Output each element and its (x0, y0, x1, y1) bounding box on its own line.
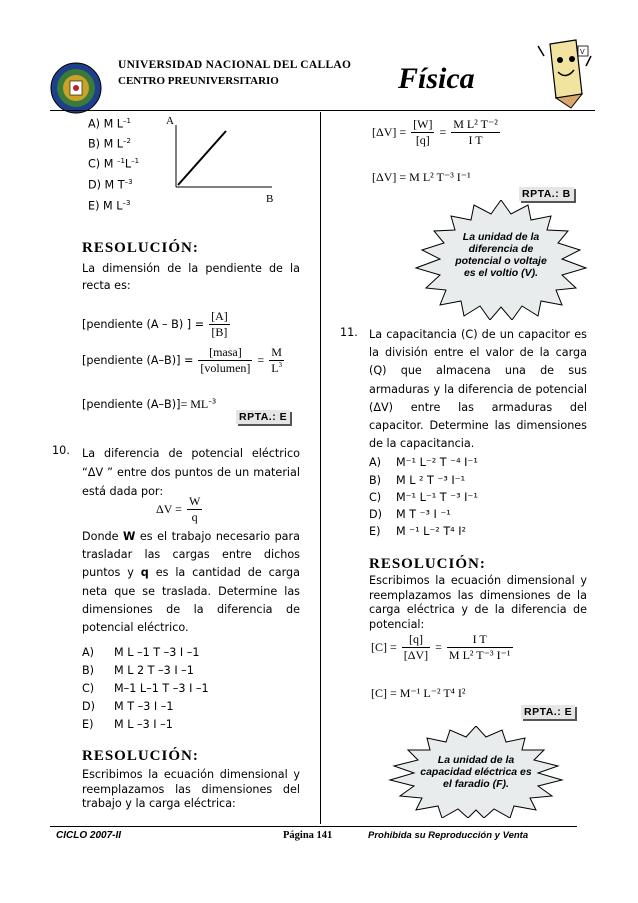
rpta-badge-3: RPTA.: E (521, 705, 575, 719)
pendiente-label-2: [pendiente (A–B)] = (82, 353, 194, 367)
q10-text: La diferencia de potencial eléctrico “ΔV ” entre dos puntos de un material está dada por: (82, 447, 300, 498)
university-name: UNIVERSIDAD NACIONAL DEL CALLAO (118, 59, 352, 71)
pendiente-line-3: [pendiente $(A-B)]= ML^{-3}$ (82, 397, 217, 411)
resolution-text-1: La dimensión de la pendiente de la recta es: (82, 262, 300, 292)
q11-option-b: B) (369, 474, 382, 487)
q10-option-e-text: M L –3 I –1 (114, 718, 173, 731)
q9-option-c: C) M $^{-1}L^{-1}$ (88, 157, 140, 171)
starburst-note-1 (410, 200, 592, 320)
starburst-note-2 (388, 726, 564, 818)
c-equation-1: [C] = $\frac{[q]}{[\Delta V]}$ = $\frac{\text{I T}}{\text{M L² T⁻³ I⁻¹}}$ (371, 631, 511, 662)
q11-option-e-text: M ⁻¹ L⁻² T⁴ I² (396, 525, 466, 538)
q11-option-b-text: M L ² T ⁻³ I⁻¹ (396, 474, 466, 487)
q10-option-e: E) (82, 718, 94, 731)
q10-option-d-text: M T –3 I –1 (114, 700, 174, 713)
starburst-note-2-text: La unidad de la capacidad eléctrica es el faradio (F). (420, 754, 532, 790)
q11-option-a: A) (369, 456, 382, 469)
footer-page-number: Página 141 (283, 830, 333, 841)
resolution-title-3: RESOLUCIÓN: (369, 556, 486, 572)
q10-description: Donde W es el trabajo necesario para trasladar las cargas entre dichos puntos y q es la cantidad de carga neta que se traslada. Determine las dimensiones de la diferencia de potencial eléctrico. (82, 530, 300, 635)
resolution-title-2: RESOLUCIÓN: (82, 748, 199, 764)
pendiente-line-1: [pendiente (A – B) ] = $\frac{[A]}{[B]}$ (82, 308, 228, 339)
q9-option-a: A) M $L^{-1}$ (88, 117, 131, 131)
pendiente-label-1: [pendiente (A – B) ] = (82, 317, 205, 331)
footer-rule (50, 826, 577, 827)
q10-option-a: A) (82, 646, 95, 659)
center-name: CENTRO PREUNIVERSITARIO (118, 75, 279, 87)
q11-number: 11. (340, 326, 358, 339)
q11-option-c: C) (369, 491, 382, 504)
subject-title: Física (398, 62, 475, 95)
q11-option-c-text: M⁻¹ L⁻¹ T ⁻³ I⁻¹ (396, 491, 478, 504)
q11-option-d-text: M T ⁻³ I ⁻¹ (396, 508, 451, 521)
q9-graph (160, 115, 280, 210)
resolution-text-2: Escribimos la ecuación dimensional y reemplazamos las dimensiones del trabajo y la carga eléctrica: (82, 768, 300, 810)
svg-text:V: V (580, 49, 585, 56)
footer-cycle: CICLO 2007-II (56, 830, 122, 841)
q11-option-e: E) (369, 525, 381, 538)
rpta-badge-1: RPTA.: E (236, 410, 290, 424)
q10-option-a-text: M L –1 T –3 I –1 (114, 646, 200, 659)
starburst-note-1-text: La unidad de la diferencia de potencial o voltaje es el voltio (V). (455, 231, 547, 279)
q10-number: 10. (52, 444, 70, 457)
q10-option-c: C) (82, 682, 95, 695)
q9-option-e: E) M $L^{-3}$ (88, 199, 131, 213)
dv-equation-1: [ΔV] = $\frac{[W]}{[q]}$ = $\frac{\text{M L² T⁻²}}{\text{I T}}$ (372, 116, 498, 147)
header-rule (50, 110, 595, 111)
q10-option-c-text: M–1 L–1 T –3 I –1 (114, 682, 209, 695)
q10-formula: ΔV = $\frac{W}{q}$ (156, 494, 201, 524)
pencil-mascot-icon (536, 38, 592, 110)
q10-option-b: B) (82, 664, 95, 677)
resolution-title-1: RESOLUCIÓN: (82, 240, 199, 256)
column-divider (320, 112, 321, 824)
q9-option-d: D) M $T^{-3}$ (88, 178, 133, 192)
footer-notice: Prohibida su Reproducción y Venta (368, 830, 529, 841)
graph-x-label: B (266, 193, 274, 205)
pendiente-line-2: [pendiente (A–B)] = $\frac{\text{[masa]}}{\text{[volumen]}}$ = $\frac{M}{L^3}$ (82, 344, 283, 375)
q9-option-b: B) M $L^{-2}$ (88, 137, 132, 151)
dv-equation-2: [ΔV] = M L² T⁻³ I⁻¹ (372, 170, 471, 184)
resolution-text-3: Escribimos la ecuación dimensional y reemplazamos las dimensiones de la carga eléctrica y de la diferencia de potencial: (369, 574, 587, 631)
q10-option-d: D) (82, 700, 95, 713)
q11-option-a-text: M⁻¹ L⁻² T ⁻⁴ I⁻¹ (396, 456, 478, 469)
rpta-badge-2: RPTA.: B (519, 187, 574, 201)
c-equation-2: [C] = M⁻¹ L⁻² T⁴ I² (371, 686, 466, 700)
graph-y-label: A (166, 115, 174, 127)
university-seal-logo (50, 62, 102, 114)
q11-option-d: D) (369, 508, 382, 521)
q11-text: La capacitancia (C) de un capacitor es la división entre el valor de la carga (Q) que almacena una de sus armaduras y la diferencia de potencial (ΔV) entre las armaduras del capacitor. Determine las dimensiones de la capacitancia. (369, 328, 587, 451)
q10-option-b-text: M L 2 T –3 I –1 (114, 664, 194, 677)
